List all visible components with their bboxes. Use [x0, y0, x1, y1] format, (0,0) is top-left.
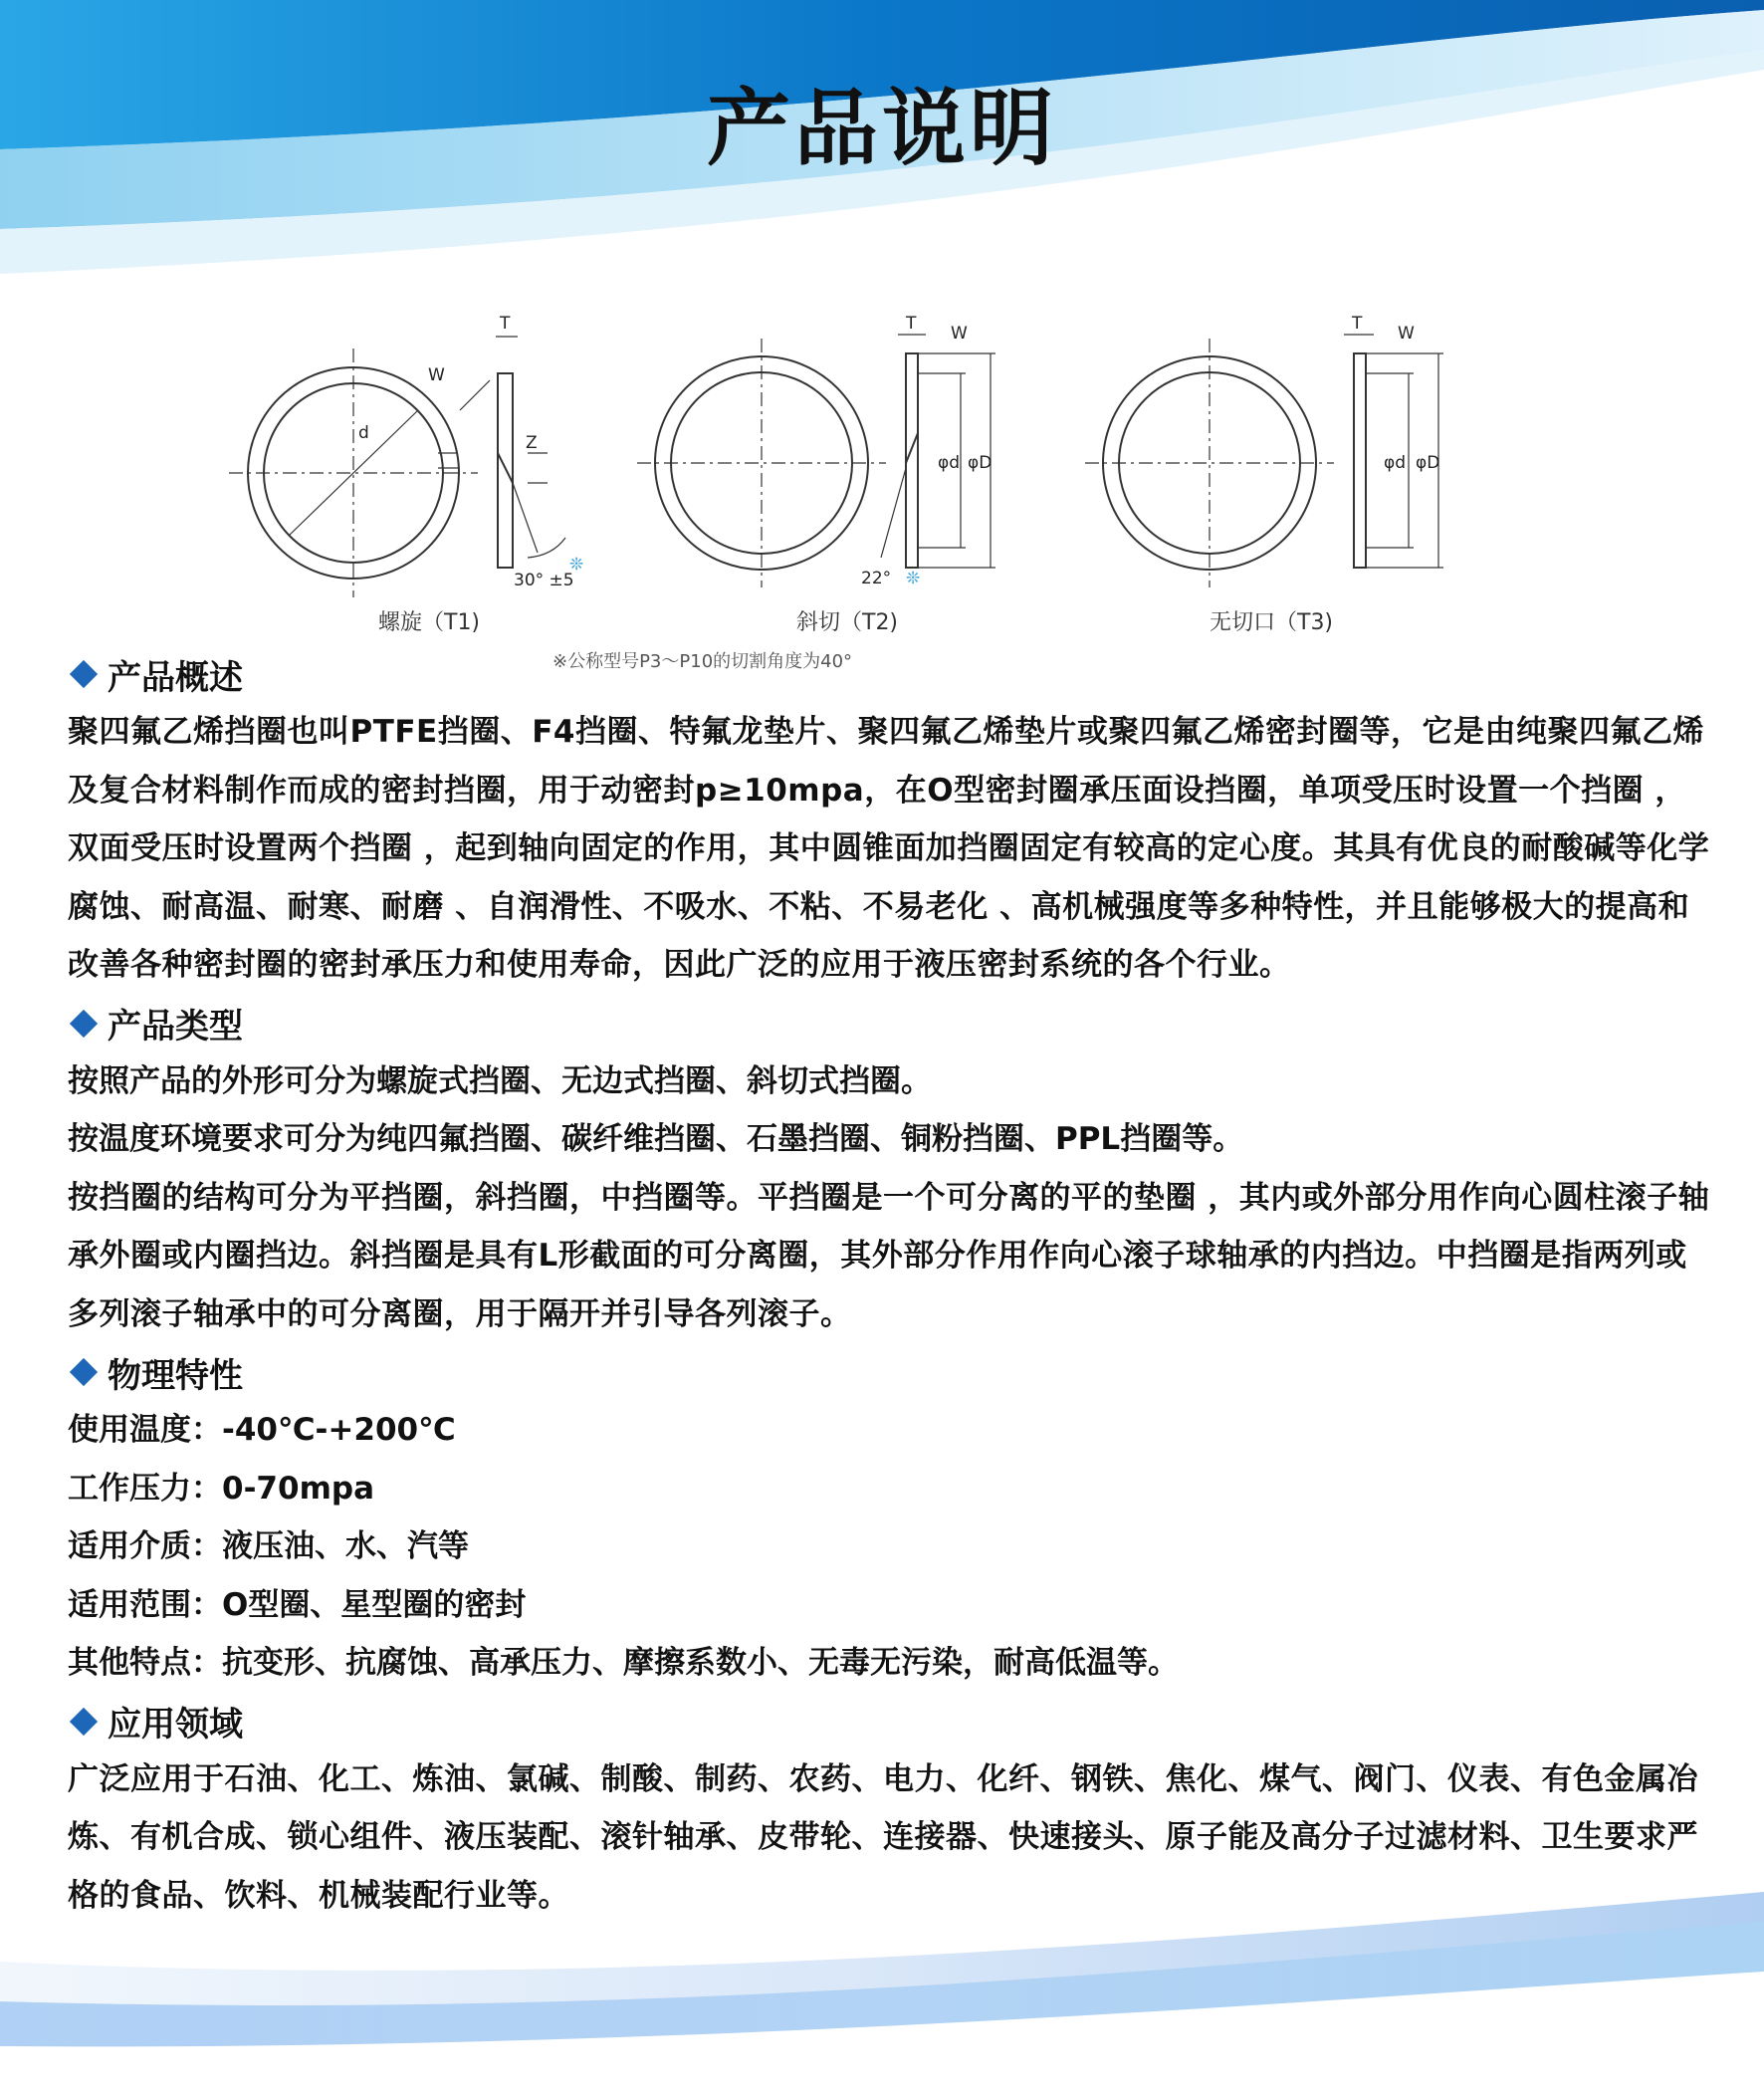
physical-line: 适用范围：O型圈、星型圈的密封: [68, 1586, 527, 1623]
overview-text: 聚四氟乙烯挡圈也叫PTFE挡圈、F4挡圈、特氟龙垫片、聚四氟乙烯垫片或聚四氟乙烯密封圈等，它是由纯聚四氟乙烯及复合材料制作而成的密封挡圈，用于动密封p≥10mpa，在O型密封圈承压面设挡圈，单项受压时设置一个挡圈 ，双面受压时设置两个挡圈 ，起到轴向固定的作用，其中圆锥面加挡圈固定有较高的定心度。其具有优良的耐酸碱等化学腐蚀、耐高温、耐寒、耐磨 、自润滑性、不吸水、不粘、不易老化 、高机械强度等多种特性，并且能够极大的提高和改善各种密封圈的密封承压力和使用寿命，因此广泛的应用于液压密封系统的各个行业。: [68, 714, 1710, 983]
diamond-bullet-icon: [70, 1707, 98, 1735]
diagram-label-t3: 无切口（T3): [1210, 610, 1334, 635]
diagram-label-t1: 螺旋（T1): [378, 610, 481, 635]
types-line: 按照产品的外形可分为螺旋式挡圈、无边式挡圈、斜切式挡圈。: [68, 1062, 932, 1099]
section-applications-heading: [68, 1693, 1710, 1750]
t3-dim-w: W: [1398, 324, 1415, 344]
t2-dim-phiD: φD: [968, 453, 992, 473]
t2-dim-w: W: [951, 324, 968, 344]
t2-dim-angle: 22°: [861, 569, 892, 588]
t2-dim-t: T: [906, 314, 917, 334]
t1-dim-z: Z: [526, 433, 538, 453]
physical-line: 其他特点：抗变形、抗腐蚀、高承压力、摩擦系数小、无毒无污染，耐高低温等。: [68, 1645, 1179, 1681]
t3-dim-phiD: φD: [1416, 453, 1440, 473]
applications-text: 广泛应用于石油、化工、炼油、氯碱、制酸、制药、农药、电力、化纤、钢铁、焦化、煤气、阀门、仪表、有色金属冶炼、有机合成、锁心组件、液压装配、滚针轴承、皮带轮、连接器、快速接头、原子能及高分子过滤材料、卫生要求严格的食品、饮料、机械装配行业等。: [68, 1760, 1698, 1914]
page-title: 产品说明: [706, 80, 1057, 177]
backup-ring-diagrams: [229, 309, 1483, 677]
physical-line: 使用温度：-40℃-+200℃: [68, 1412, 456, 1448]
diamond-bullet-icon: [70, 660, 98, 688]
content: [68, 645, 1710, 1925]
t1-dim-angle: 30° ±5: [514, 571, 574, 590]
section-overview-heading: [68, 645, 1710, 703]
t2-dim-phid: φd: [938, 453, 961, 473]
section-title: 产品概述: [108, 657, 243, 698]
t3-dim-t: T: [1352, 314, 1363, 334]
types-line: 按挡圈的结构可分为平挡圈，斜挡圈，中挡圈等。平挡圈是一个可分离的平的垫圈 ，其内或外部分用作向心圆柱滚子轴承外圈或内圈挡边。斜挡圈是具有L形截面的可分离圈，其外部分作用作向心滚子球轴承的内挡边。中挡圈是指两列或多列滚子轴承中的可分离圈，用于隔开并引导各列滚子。: [68, 1179, 1710, 1332]
t1-dim-d: d: [358, 423, 369, 443]
section-title: 产品类型: [108, 1007, 243, 1047]
physical-line: 工作压力：0-70mpa: [68, 1470, 374, 1507]
section-physical-heading: [68, 1343, 1710, 1401]
diamond-bullet-icon: [70, 1009, 98, 1037]
section-title: 物理特性: [108, 1355, 243, 1396]
section-types-heading: [68, 995, 1710, 1052]
diagram-note: ※公称型号P3～P10的切割角度为40°: [552, 651, 853, 672]
t1-star-icon: ❊: [569, 555, 584, 575]
t2-star-icon: ❊: [906, 569, 921, 588]
t3-dim-phid: φd: [1384, 453, 1407, 473]
t1-dim-t: T: [500, 314, 511, 334]
section-title: 应用领域: [108, 1705, 243, 1745]
types-line: 按温度环境要求可分为纯四氟挡圈、碳纤维挡圈、石墨挡圈、铜粉挡圈、PPL挡圈等。: [68, 1121, 1244, 1157]
diagram-label-t2: 斜切（T2): [796, 610, 899, 635]
diamond-bullet-icon: [70, 1358, 98, 1386]
diagram-t1: [229, 337, 565, 597]
footer-wave-banner: [0, 1852, 1764, 2094]
t1-dim-w: W: [428, 365, 445, 385]
physical-line: 适用介质：液压油、水、汽等: [68, 1528, 469, 1564]
